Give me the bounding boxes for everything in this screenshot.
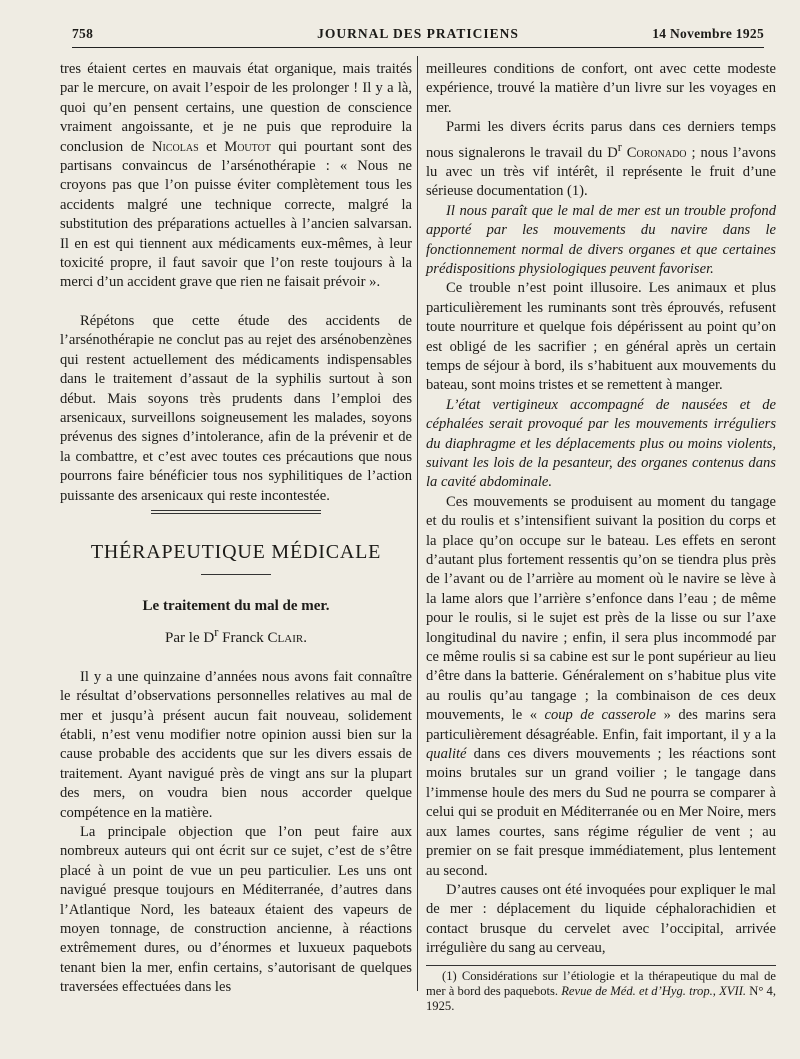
author-name: Clair [267, 630, 304, 647]
footnote-rule [426, 965, 776, 966]
section-title: THÉRAPEUTIQUE MÉDICALE [90, 540, 382, 563]
text-run: Par le D [165, 630, 215, 647]
spacer [60, 649, 412, 668]
paragraph: D’autres causes ont été invoquées pour expliquer le mal de mer : déplacement du liquide céphalorachidien et contact brusque du cervelet avec l’occipital, arrivée irrégulière du sang au cerveau, [426, 881, 776, 957]
author-name: Coronado [626, 144, 687, 161]
text-run: Franck [218, 630, 268, 647]
page-header [72, 26, 764, 48]
header-rule [72, 47, 764, 48]
issue-date: 14 Novembre 1925 [652, 26, 764, 41]
journal-title: JOURNAL DES PRATICIENS [317, 26, 519, 41]
text-run: N° 4, 1925. [426, 983, 776, 1013]
byline [60, 623, 412, 648]
author-name: Nicolas [152, 138, 199, 155]
paragraph: meilleures conditions de confort, ont avec cette modeste expérience, trouvé la matière d’un livre sur les voyages en mer. [426, 61, 776, 116]
paragraph [60, 60, 412, 293]
paragraph: La principale objection que l’on peut faire aux nombreux auteurs qui ont écrit sur ce sujet, c’est de s’être placé à un point de vue un peu particulier. Les uns ont navigué presque toujours en Méditerranée, d’autres dans l’Atlantique Nord, les bateaux étaient des vapeurs de moyen tonnage, de construction ancienne, à réactions extrêmement dures, ou d’énormes et luxueux paquebots tenant bien la mer, enfin certains, s’autorisant de quelques traversées effectuées dans les [60, 824, 412, 996]
article-title: Le traitement du mal de mer. [142, 597, 330, 614]
superscript: r [617, 139, 622, 154]
italic-text: L’état vertigineux accompagné de nausées et de céphalées serait provoqué par les mouvements irréguliers du diaphragme et les déplacements plus ou moins violents, suivant les lois de la pesanteur, des organes contenus dans la cavité abdominale. [426, 396, 776, 491]
right-column [426, 60, 776, 1014]
text-run: tres étaient certes en mauvais état organique, mais traités par le mercure, on avait l’espoir de les prolonger ! Il y a là, quoi qu’en pensent certains, une question de conscience vraiment angoissante, et je ne puis que reproduire la conclusion de [60, 61, 412, 155]
text-run: » des marins sera particulièrement désagréable. Enfin, fait important, il y a la [426, 707, 776, 743]
text-run: Parmi les divers écrits parus dans ces derniers temps nous signalerons le travail du D [426, 119, 776, 161]
text-run: et [198, 138, 225, 155]
section-separator [151, 510, 321, 514]
paragraph [426, 118, 776, 201]
paragraph: Ce trouble n’est point illusoire. Les animaux et plus particulièrement les ruminants sont très éprouvés, refusent toute nourriture et quelque fois dépérissent au point qu’on est obligé de les sacrifier ; en général après un certain temps de séjour à bord, ils s’habituent aux mouvements du bateau, sont moins tristes et se remettent à manger. [426, 280, 776, 394]
paragraph [426, 396, 776, 493]
superscript: r [214, 625, 219, 640]
paragraph: Il y a une quinzaine d’années nous avons fait connaître le résultat d’observations personnelles relatives au mal de mer et jusqu’à présent aucun fait nouveau, solidement établi, n’est venu modifier notre opinion aussi bien sur la cause probable des accidents que sur les divers essais de traitement. Ayant navigué près de vingt ans sur la plupart des mers, on voudra bien nous accorder quelque compétence en la matière. [60, 668, 412, 821]
italic-text: qualité [426, 746, 467, 763]
paragraph [426, 493, 776, 881]
page-number: 758 [72, 26, 94, 41]
column-divider [417, 56, 418, 991]
italic-text: Revue de Méd. et d’Hyg. trop., XVII. [561, 983, 747, 998]
spacer [60, 293, 412, 312]
footnote-text [426, 969, 776, 1014]
author-name: Moutot [224, 138, 271, 155]
footnote [426, 969, 776, 1014]
italic-text: coup de casserole [544, 707, 657, 724]
left-column [60, 60, 412, 998]
text-run: dans ces divers mouvements ; les réactions sont moins brutales sur un grand voilier ; le tangage dans l’immense houle des mers du Sud ne pourra se comparer à celui qui se produit en Méditerranée ou en Mer Noire, mers aux lames courtes, sans régime régulier de vent ; au premier on se fait presque immédiatement, plus lentement au second. [426, 746, 776, 879]
text-run: Ces mouvements se produisent au moment du tangage et du roulis et s’intensifient suivant la position du corps et la place qu’on occupe sur le bateau. Les effets en seront d’autant plus fortement ressentis qu’on se tiendra plus près de l’avant ou de l’arrière au moment où le navire se lève à la lame alors que l’arrière s’enfonce dans l’eau ; de même pour le roulis, si le sujet est près de la lisse ou sur l’axe longitudinal du navire ; enfin, il sera plus incommodé par ce même roulis si sa cabine est sur le pont supérieur au lieu d’être dans la batterie. Généralement on s’habitue plus vite au roulis qu’au tangage ; la combinaison de ces deux mouvements, le « [426, 493, 776, 724]
text-run: (1) Considérations sur l’étiologie et la thérapeutique du mal de mer à bord des paquebots. [426, 968, 776, 998]
text-run: ; nous l’avons lu avec un très vif intérêt, il représente le fruit d’une sérieuse documentation (1). [426, 144, 776, 200]
paragraph: Répétons que cette étude des accidents de l’arsénothérapie ne conclut pas au rejet des arsénobenzènes qui restent actuellement des médicaments indispensables dans le traitement d’assaut de la syphilis surtout à son début. Mais soyons très prudents dans l’emploi des arsenicaux, surveillons soigneusement les malades, soyons prévenus des signes d’intolerance, afin de la prévenir et de la combattre, et c’est avec toutes ces précautions que nous pourrons faire bénéficier tous nos syphilitiques de l’action puissante des arsenicaux qui reste incontestée. [60, 312, 412, 504]
section-title-rule [201, 574, 271, 575]
text-run: . [303, 630, 307, 647]
text-run: qui pourtant sont des partisans convaincus de l’arsénothérapie : « Nous ne croyons pas que l’on puisse éviter complètement tous les accidents malgré une technique correcte, malgré la substitution des préparations actuelles à l’ancien salvarsan. Il en est qui tiennent aux médicaments eux-mêmes, à leur toxicité propre, il faut savoir que l’on reste toujours à la merci d’un accident grave que rien ne faisait prévoir ». [60, 138, 412, 291]
paragraph [426, 202, 776, 280]
italic-text: Il nous paraît que le mal de mer est un trouble profond apporté par les mouvements du navire dans le fonctionnement normal de divers organes et que certaines prédispositions physiologiques peuvent favoriser. [426, 202, 776, 277]
